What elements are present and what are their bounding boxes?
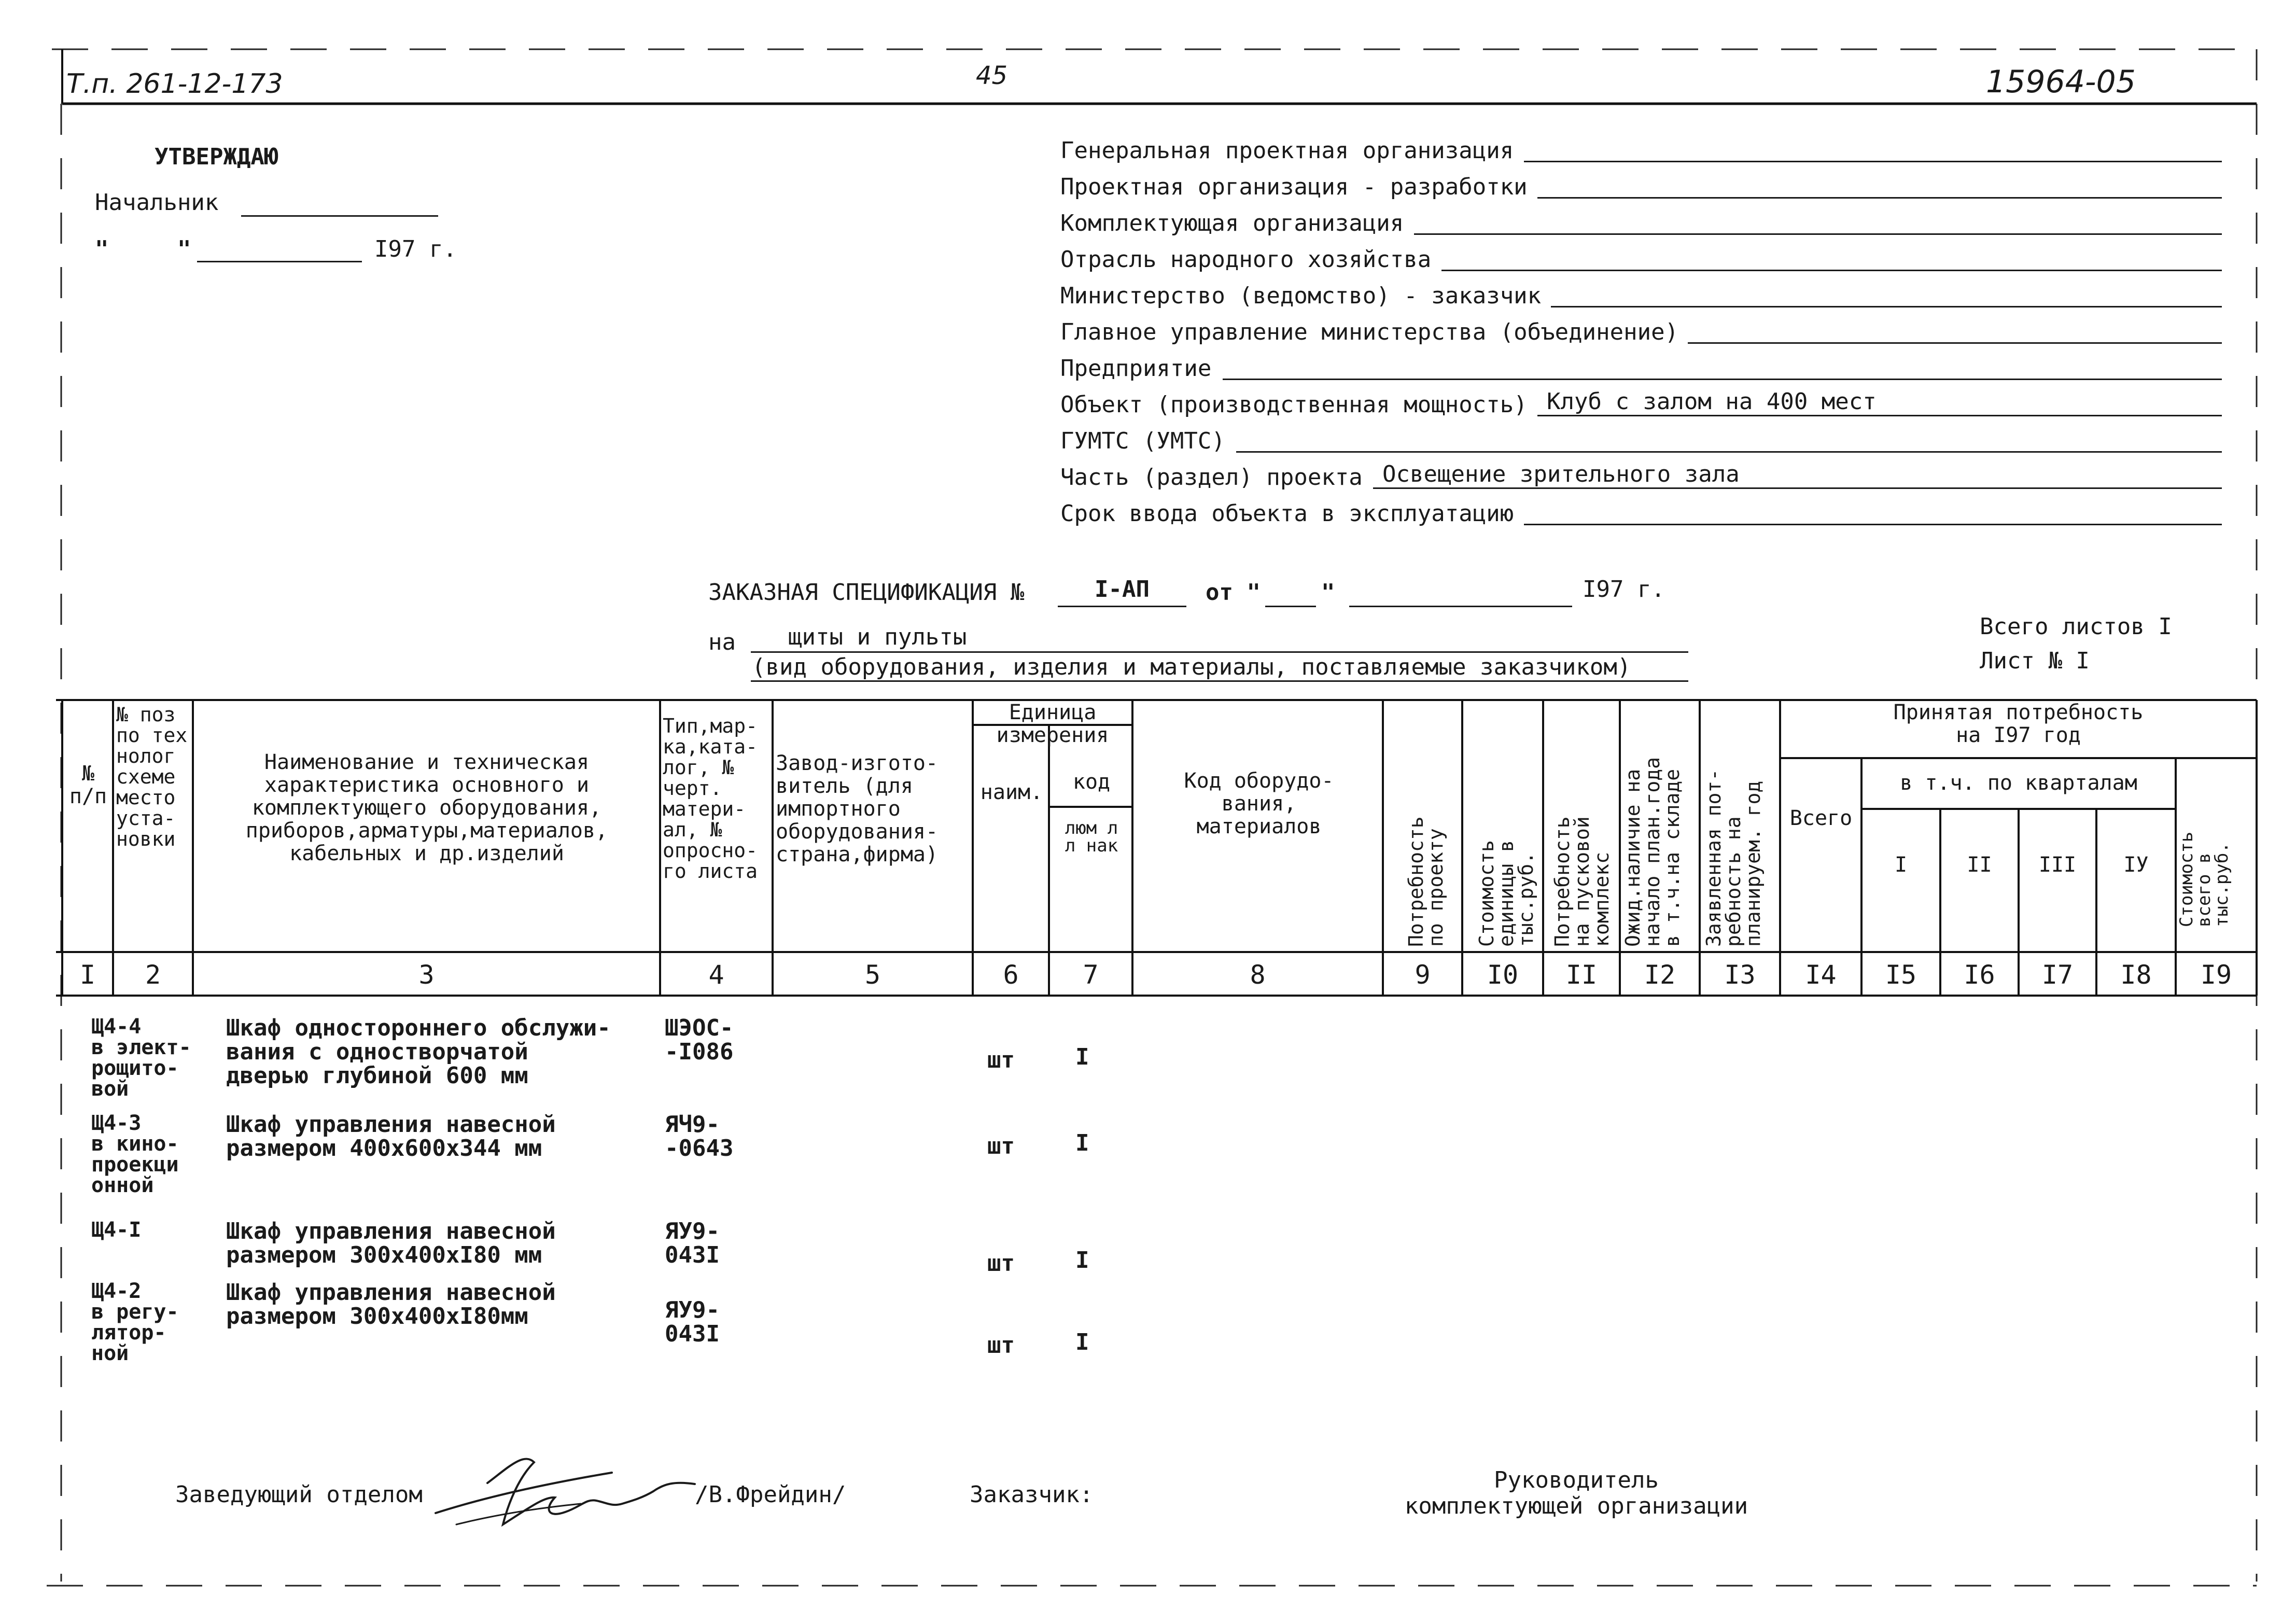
footer-manager-label: Руководитель комплектующей организации [1404,1467,1748,1519]
header-row-number: № п/п [69,762,107,808]
row-unit: шт [987,1332,1015,1359]
column-number: I [79,960,96,990]
row-unit: шт [987,1133,1015,1159]
row-quantity: I [1075,1130,1089,1156]
header-total: Всего [1789,806,1853,830]
org-field-label: Комплектующая организация [1060,210,1404,236]
org-field-label: Министерство (ведомство) - заказчик [1060,283,1542,309]
column-number: 5 [864,960,881,990]
row-position: Щ4-I [91,1218,142,1242]
org-field-label: Проектная организация - разработки [1060,174,1528,200]
spec-on-value: щиты и пульты [788,624,967,650]
header-manufacturer: Завод-изгото- витель (для импортного оборудования- страна,фирма) [776,751,939,866]
header-q4: IУ [2123,853,2149,877]
footer-head-label: Заведующий отделом [175,1481,423,1508]
header-unit-code: код [1072,770,1111,794]
approval-year: I97 г. [374,236,457,262]
column-number: 4 [708,960,724,990]
row-quantity: I [1075,1329,1089,1355]
org-field-label: Часть (раздел) проекта [1060,464,1363,491]
header-unit-cost: Стоимость единицы в тыс.руб. [1475,840,1537,947]
header-total-cost: Стоимость всего в тыс.руб. [2176,831,2232,927]
column-number: 2 [145,960,161,990]
document-code-left: Т.п. 261-12-173 [66,68,283,100]
column-number: I6 [1964,960,1995,990]
approval-title: УТВЕРЖДАЮ [155,144,278,170]
header-unit-code-sub: люм л л нак [1065,818,1118,856]
header-quarters-group: в т.ч. по кварталам [1900,771,2137,795]
org-field-value: Клуб с залом на 400 мест [1547,388,1877,415]
row-name: Шкаф управления навесной размером 300х400хI80 мм [226,1218,556,1268]
row-position: Щ4-4 в элект- рощито- вой [91,1015,191,1101]
spec-year: I97 г. [1583,576,1665,603]
row-unit: шт [987,1250,1015,1277]
row-position: Щ4-2 в регу- лятор- ной [91,1279,179,1365]
document-code-right: 15964-05 [1986,64,2136,100]
header-name: Наименование и техническая характеристика основного и комплектующего оборудования, приборов,арматуры,материалов, кабельных и др.изделий [245,750,608,865]
sheet-number: Лист № I [1980,648,2090,674]
header-declared-demand: Заявленная пот- ребность на планируем. год [1702,768,1765,947]
header-type: Тип,мар- ка,ката- лог, № черт. матери- ал, № опросно- го листа [663,715,758,883]
sheets-total: Всего листов I [1980,613,2172,640]
column-number: 7 [1083,960,1099,990]
spec-on-label: на [708,629,736,655]
header-q3: III [2038,853,2077,877]
column-number: 3 [418,960,435,990]
header-demand-startup: Потребность на пусковой комплекс [1551,816,1613,947]
footer-customer-label: Заказчик: [970,1481,1094,1508]
column-number: I2 [1644,960,1676,990]
header-q2: II [1967,853,1992,877]
handwritten-signature [425,1447,716,1535]
row-quantity: I [1075,1044,1089,1070]
row-type: ЯУ9- 043I [665,1297,720,1347]
org-field-label: Отрасль народного хозяйства [1060,246,1432,273]
header-expected-stock: Ожид.наличие на начало план.года в т.ч.на складе [1621,757,1684,947]
org-field-label: Главное управление министерства (объединение) [1060,319,1679,345]
footer-head-name: /В.Фрейдин/ [695,1481,846,1508]
row-type: ЯУ9- 043I [665,1218,720,1268]
column-number: I8 [2120,960,2152,990]
org-field-label: Объект (производственная мощность) [1060,391,1528,418]
column-number: I4 [1805,960,1837,990]
spec-date-close: " [1321,579,1335,606]
column-number: 9 [1415,960,1431,990]
spec-title: ЗАКАЗНАЯ СПЕЦИФИКАЦИЯ № [708,579,1025,606]
column-number: I0 [1487,960,1519,990]
column-number: 6 [1003,960,1019,990]
spec-date-from: от " [1206,579,1261,606]
column-number: I9 [2200,960,2232,990]
row-name: Шкаф одностороннего обслужи- вания с одностворчатой дверью глубиной 600 мм [226,1015,611,1089]
approval-date-quotes: " " [95,236,191,262]
row-name: Шкаф управления навесной размером 400х600х344 мм [226,1111,556,1162]
column-number: I7 [2041,960,2074,990]
row-name: Шкаф управления навесной размером 300х400хI80мм [226,1279,556,1330]
row-quantity: I [1075,1247,1089,1274]
header-position: № поз по тех нолог схеме место уста- новки [116,703,188,850]
column-number: I3 [1724,960,1756,990]
header-unit-group: Единица измерения [996,701,1109,747]
org-field-label: ГУМТС (УМТС) [1060,428,1225,454]
page-number: 45 [976,61,1008,90]
header-equipment-code: Код оборудо- вания, материалов [1184,769,1334,838]
header-accepted-group: Принятая потребность на I97 год [1893,701,2144,747]
row-type: ЯЧ9- -0643 [665,1111,734,1162]
header-unit-name: наим. [980,780,1043,804]
row-unit: шт [987,1047,1015,1073]
org-field-label: Срок ввода объекта в эксплуатацию [1060,500,1514,527]
column-number: II [1565,960,1598,990]
row-type: ШЭОС- -I086 [665,1015,734,1065]
spec-on-caption: (вид оборудования, изделия и материалы, поставляемые заказчиком) [752,654,1631,680]
column-number: 8 [1250,960,1266,990]
spec-number: I-АП [1095,576,1150,603]
org-field-value: Освещение зрительного зала [1382,461,1740,487]
header-q1: I [1894,853,1908,877]
approval-position: Начальник [95,189,219,216]
column-number: I5 [1885,960,1917,990]
row-position: Щ4-3 в кино- проекци онной [91,1111,179,1197]
org-field-label: Предприятие [1060,355,1212,382]
header-demand-project: Потребность по проекту [1405,816,1447,947]
org-field-label: Генеральная проектная организация [1060,137,1514,164]
